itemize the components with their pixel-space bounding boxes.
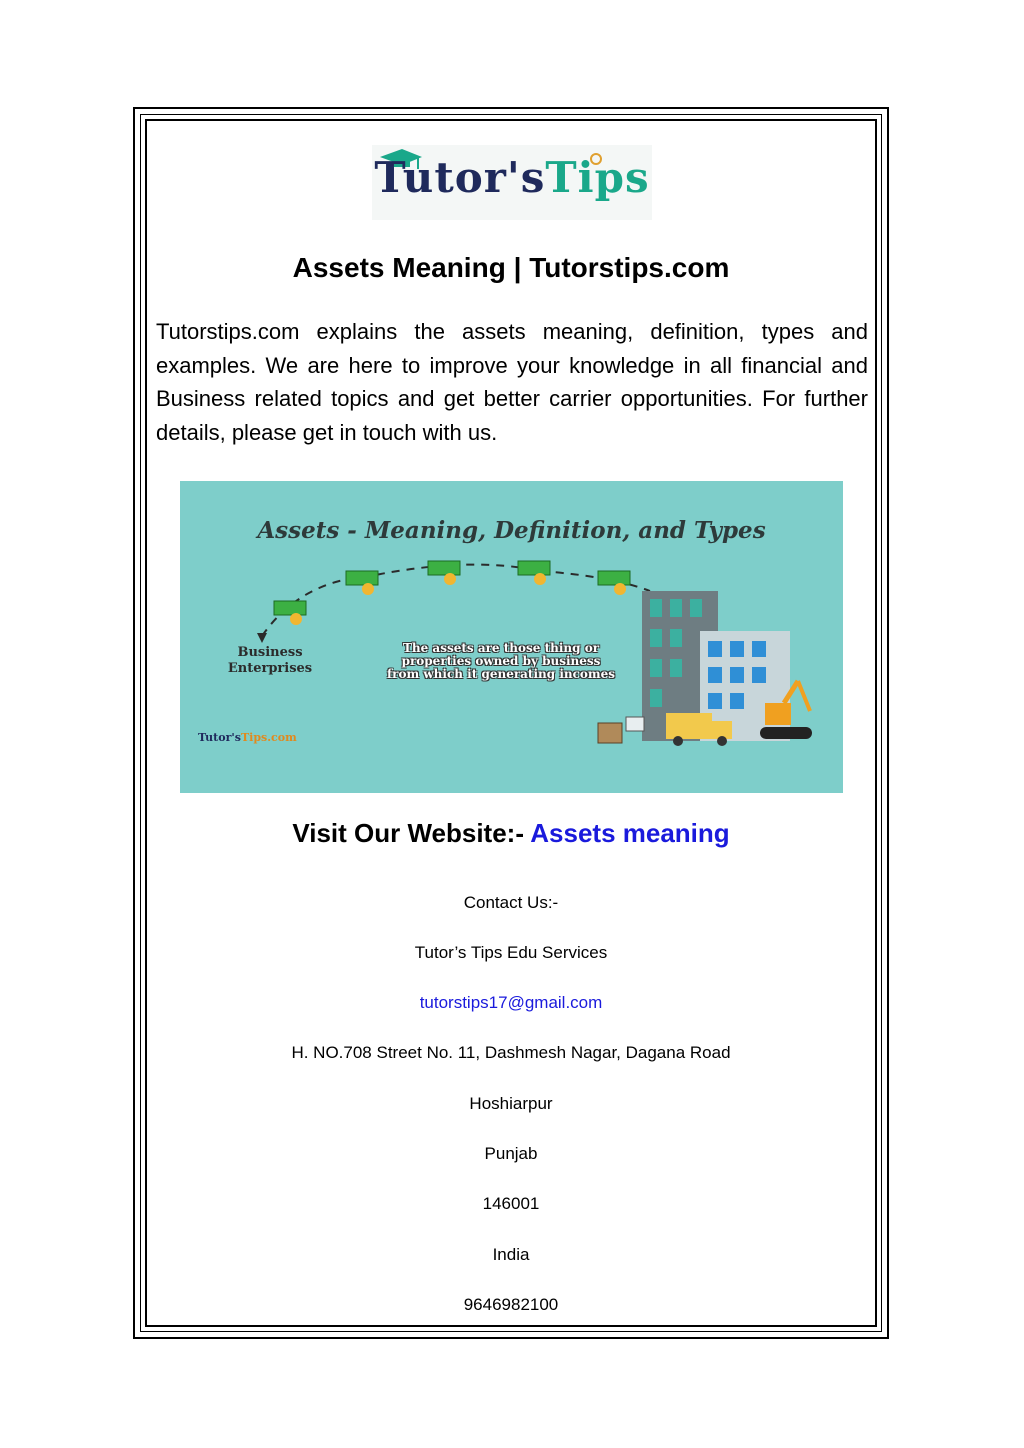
money-icon (346, 571, 378, 595)
phone-number: 9646982100 (463, 1295, 559, 1314)
banner-title: Assets - Meaning, Definition, and Types (257, 517, 766, 544)
banner-caption-line1: The assets are those thing or (402, 641, 600, 655)
intro-paragraph: Tutorstips.com explains the assets meaning, definition, types and examples. We are here to improve your knowledge in all financial and Business related topics and get better carrier opportunities. For further details, please get in touch with us. (156, 319, 868, 445)
money-icon (598, 571, 630, 595)
banner-enterprise-label (210, 645, 330, 677)
banner-brand-watermark (198, 731, 297, 744)
banner-caption-line3: from which it generating incomes (386, 667, 616, 681)
money-icon (518, 561, 550, 585)
city: Hoshiarpur (469, 1094, 553, 1113)
assets-banner-image (180, 481, 843, 793)
country: India (492, 1245, 530, 1264)
money-icon (428, 561, 460, 585)
money-icon (274, 601, 306, 625)
logo-text-part2: Tips (545, 153, 650, 202)
visit-website-line (145, 818, 877, 849)
pincode: 146001 (482, 1194, 540, 1213)
state: Punjab (484, 1144, 538, 1163)
address-line: H. NO.708 Street No. 11, Dashmesh Nagar, Dagana Road (291, 1043, 731, 1062)
banner-brand-part1: Tutor's (198, 731, 241, 744)
visit-label: Visit Our Website:- (292, 818, 524, 848)
banner-enterprise-line2: Enterprises (227, 661, 313, 676)
banner-caption-line2: properties owned by business (401, 654, 601, 668)
computer-icon (626, 717, 644, 731)
furniture-icon (598, 723, 622, 743)
company-name: Tutor’s Tips Edu Services (414, 943, 608, 962)
logo-text-part1: Tutor's (374, 153, 546, 202)
tutors-tips-logo (372, 145, 652, 220)
assets-meaning-link[interactable]: Assets meaning (530, 818, 730, 848)
arrow-down-icon (257, 633, 267, 643)
banner-enterprise-line1: Business (237, 645, 303, 660)
banner-brand-part2: Tips.com (240, 731, 297, 744)
page-title: Assets Meaning | Tutorstips.com (292, 252, 730, 283)
banner-caption (376, 642, 626, 681)
email-link[interactable]: tutorstips17@gmail.com (419, 993, 603, 1012)
contact-heading: Contact Us:- (463, 893, 559, 912)
